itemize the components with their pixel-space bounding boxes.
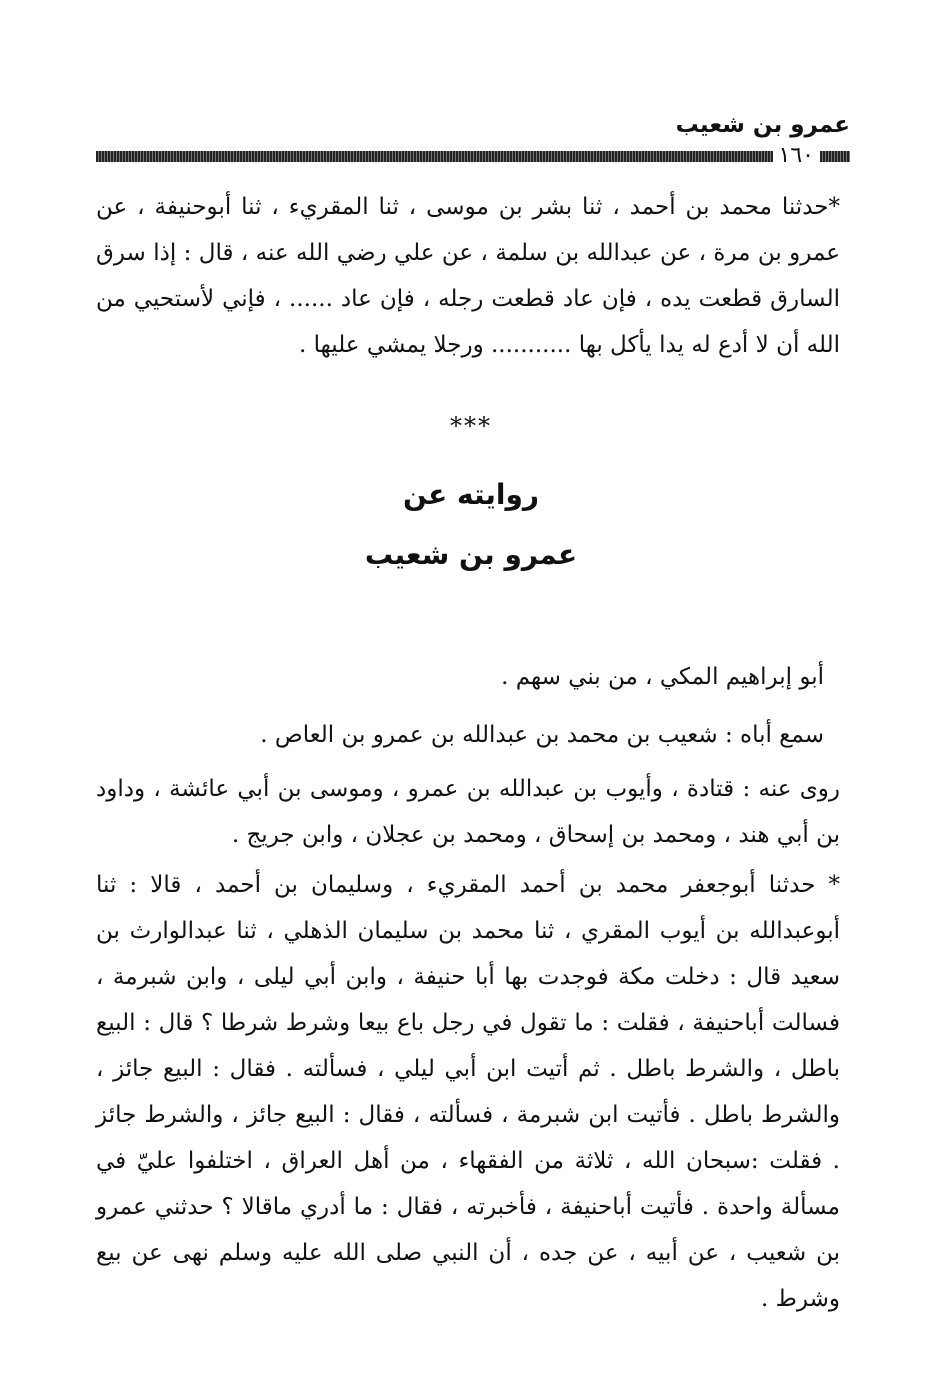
father-line: سمع أباه : شعيب بن محمد بن عبدالله بن عمرو بن العاص .: [260, 722, 824, 748]
section-heading-line-2: عمرو بن شعيب: [364, 538, 578, 571]
hadith-paragraph-1: *حدثنا محمد بن أحمد ، ثنا بشر بن موسى ، ثنا المقريء ، ثنا أبوحنيفة ، عن عمرو بن مرة ، عن عبدالله بن سلمة ، عن علي رضي الله عنه ، قال : إذا سرق السارق قطعت يده ، فإن عاد قطعت رجله ، فإن عاد ...... ، فإني لأستحيي من الله أن لا أدع له يدا يأكل بها ........... ورجلا يمشي عليها .: [96, 194, 840, 358]
kunya-line: أبو إبراهيم المكي ، من بني سهم .: [501, 664, 824, 690]
section-heading-line-1: روايته عن: [402, 478, 540, 511]
section-separator: ***: [450, 412, 492, 440]
hadith-paragraph-2: * حدثنا أبوجعفر محمد بن أحمد المقريء ، وسليمان بن أحمد ، قالا : ثنا أبوعبدالله بن أيوب المقري ، ثنا محمد بن سليمان الذهلي ، ثنا عبدالوارث بن سعيد قال : دخلت مكة فوجدت بها أبا حنيفة ، وابن أبي ليلى ، وابن شبرمة ، فسالت أباحنيفة ، فقلت : ما تقول في رجل باع بيعا وشرط شرطا ؟ قال : البيع باطل ، والشرط باطل . ثم أتيت ابن أبي ليلي ، فسألته . فقال : البيع جائز ، والشرط باطل . فأتيت ابن شبرمة ، فسألته ، فقال : البيع جائز ، والشرط جائز . فقلت :سبحان الله ، ثلاثة من الفقهاء ، من أهل العراق ، اختلفوا عليّ في مسألة واحدة . فأتيت أباحنيفة ، فأخبرته ، فقال : ما أدري ماقالا ؟ حدثني عمرو بن شعيب ، عن أبيه ، عن جده ، أن النبي صلى الله عليه وسلم نهى عن بيع وشرط .: [96, 872, 840, 1312]
narrators-paragraph: روى عنه : قتادة ، وأيوب بن عبدالله بن عمرو ، وموسى بن أبي عائشة ، وداود بن أبي هند ، ومحمد بن إسحاق ، ومحمد بن عجلان ، وابن جريج .: [96, 776, 840, 848]
header-rule: [96, 143, 850, 168]
page-number: ١٦٠: [778, 143, 814, 168]
running-header-title: عمرو بن شعيب: [675, 112, 850, 138]
header-rule-short: [820, 151, 850, 162]
header-rule-long: [96, 151, 773, 162]
